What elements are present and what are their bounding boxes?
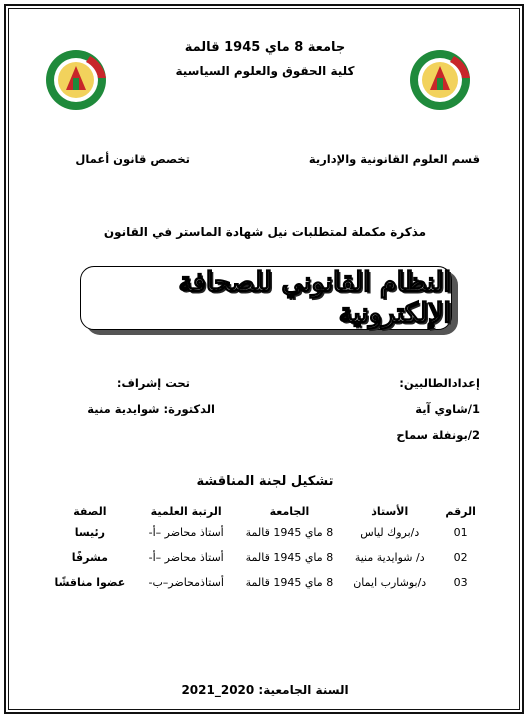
committee-header-row <box>44 503 484 520</box>
cell-professor: د/ شوايدية منية <box>342 545 437 570</box>
main-title-box <box>80 266 452 330</box>
cell-university: 8 ماي 1945 قالمة <box>245 575 334 589</box>
committee-title: تشكيل لجنة المناقشة <box>196 474 334 489</box>
header-professor: الأستاذ <box>371 505 409 518</box>
cell-role: رئيسا <box>44 520 136 545</box>
cell-university: 8 ماي 1945 قالمة <box>237 545 343 570</box>
header-rank: الرتبة العلمية <box>150 505 222 518</box>
header-number: الرقم <box>445 505 476 518</box>
table-row <box>44 520 484 545</box>
page-border-inner <box>8 8 520 710</box>
cell-rank: أستاذ محاضر –أ- <box>136 520 237 545</box>
subtitle: مذكرة مكملة لمتطلبات نيل شهادة الماستر في القانون <box>103 225 427 239</box>
student-1: 1/شاوي آية <box>415 402 480 416</box>
header-role: الصفة <box>73 505 107 518</box>
cell-number: 03 <box>453 575 468 589</box>
cell-rank: أستاذ محاضر –أ- <box>136 545 237 570</box>
students-label: إعدادالطالبين: <box>399 376 480 390</box>
table-row <box>44 570 484 595</box>
cell-professor: د/بروك لياس <box>342 520 437 545</box>
cell-rank: أستاذمحاضر–ب- <box>148 575 224 589</box>
supervisor-name: الدكتورة: شوايدية منية <box>87 402 215 416</box>
cell-professor: د/بوشارب ايمان <box>353 575 427 589</box>
cell-number: 01 <box>437 520 484 545</box>
cell-university: 8 ماي 1945 قالمة <box>237 520 343 545</box>
header-university: الجامعة <box>269 505 310 518</box>
academic-year: السنة الجامعية: 2020_2021 <box>181 683 349 697</box>
supervisor-label: تحت إشراف: <box>116 376 190 390</box>
faculty-name: كلية الحقوق والعلوم السياسية <box>175 64 355 78</box>
table-row <box>44 545 484 570</box>
university-logo-right <box>408 48 472 112</box>
committee-table <box>44 503 484 594</box>
cell-role: عضوا مناقشًا <box>54 575 126 589</box>
university-logo-left <box>44 48 108 112</box>
main-title: النظام القانوني للصحافة الإلكترونية <box>178 267 451 329</box>
cell-number: 02 <box>437 545 484 570</box>
university-name: جامعة 8 ماي 1945 قالمة <box>184 40 346 55</box>
department-name: قسم العلوم القانونية والإدارية <box>308 152 480 166</box>
student-2: 2/بونفلة سماح <box>396 428 480 442</box>
specialty-name: تخصص قانون أعمال <box>75 152 190 166</box>
cell-role: مشرفًا <box>44 545 136 570</box>
